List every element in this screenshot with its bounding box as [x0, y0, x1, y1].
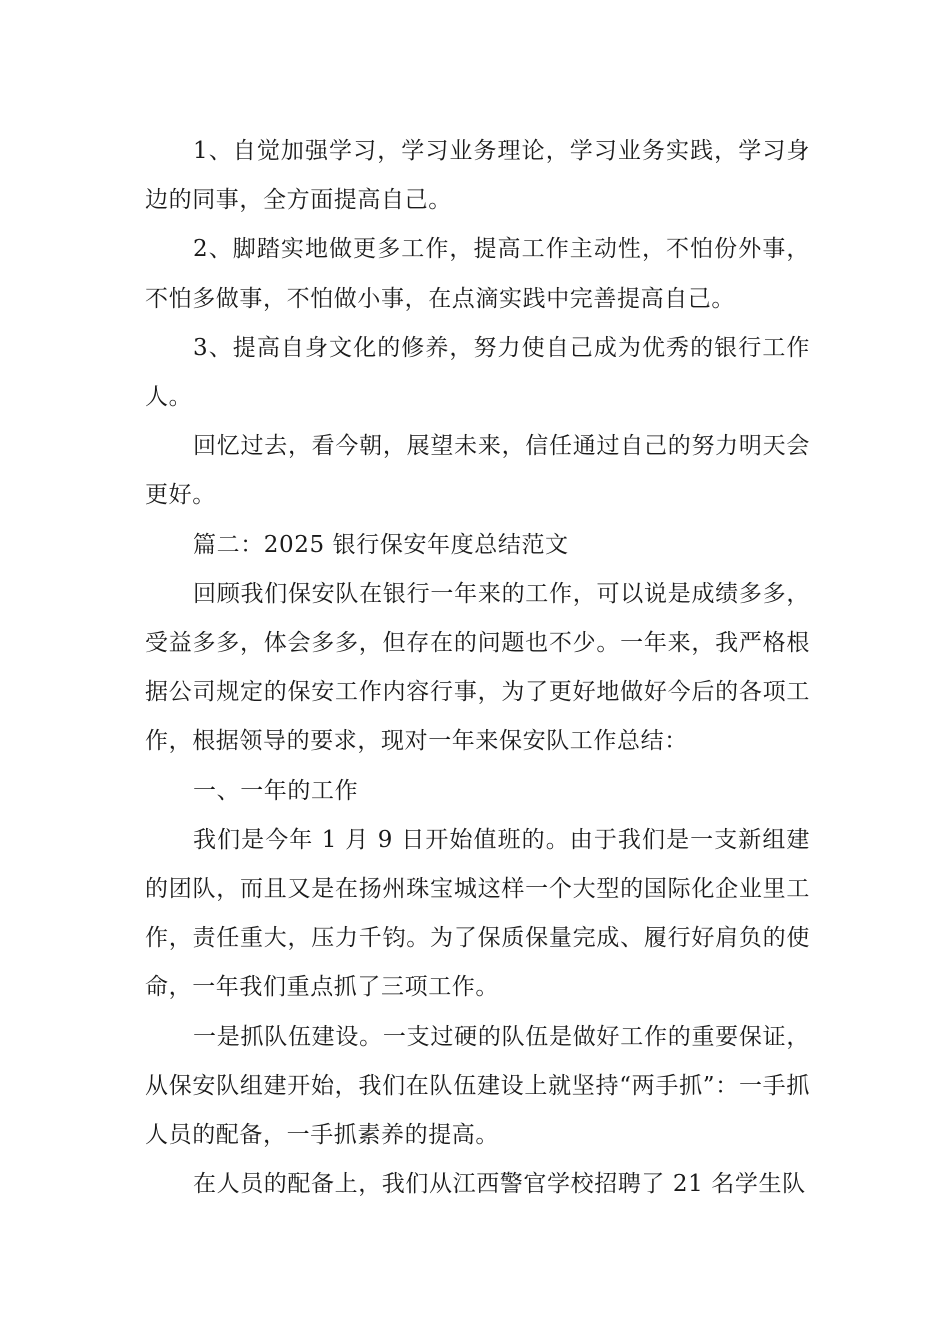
paragraph: 3、提高自身文化的修养，努力使自己成为优秀的银行工作人。 [145, 334, 810, 411]
paragraph: 在人员的配备上，我们从江西警官学校招聘了 21 名学生队 [193, 1171, 806, 1198]
paragraph: 我们是今年 1 月 9 日开始值班的。由于我们是一支新组建的团队，而且又是在扬州珠宝城这样一个大型的国际化企业里工作，责任重大，压力千钧。为了保质保量完成、履行好肩负的使命，一年我们重点抓了三项工作。 [145, 826, 810, 1001]
paragraph: 2、脚踏实地做更多工作，提高工作主动性，不怕份外事，不怕多做事，不怕做小事，在点滴实践中完善提高自己。 [145, 236, 810, 312]
paragraph: 一是抓队伍建设。一支过硬的队伍是做好工作的重要保证，从保安队组建开始，我们在队伍建设上就坚持“两手抓”：一手抓人员的配备，一手抓素养的提高。 [145, 1023, 810, 1149]
section-heading: 一、一年的工作 [193, 777, 359, 804]
paragraph: 回忆过去，看今朝，展望未来，信任通过自己的努力明天会更好。 [145, 433, 810, 509]
paragraph: 1、自觉加强学习，学习业务理论，学习业务实践，学习身边的同事，全方面提高自己。 [145, 138, 810, 214]
paragraph: 回顾我们保安队在银行一年来的工作，可以说是成绩多多，受益多多，体会多多，但存在的问题也不少。一年来，我严格根据公司规定的保安工作内容行事，为了更好地做好今后的各项工作，根据领导的要求，现对一年来保安队工作总结： [145, 580, 810, 755]
document-body [145, 127, 810, 1209]
section-heading: 篇二：2025 银行保安年度总结范文 [193, 531, 569, 558]
